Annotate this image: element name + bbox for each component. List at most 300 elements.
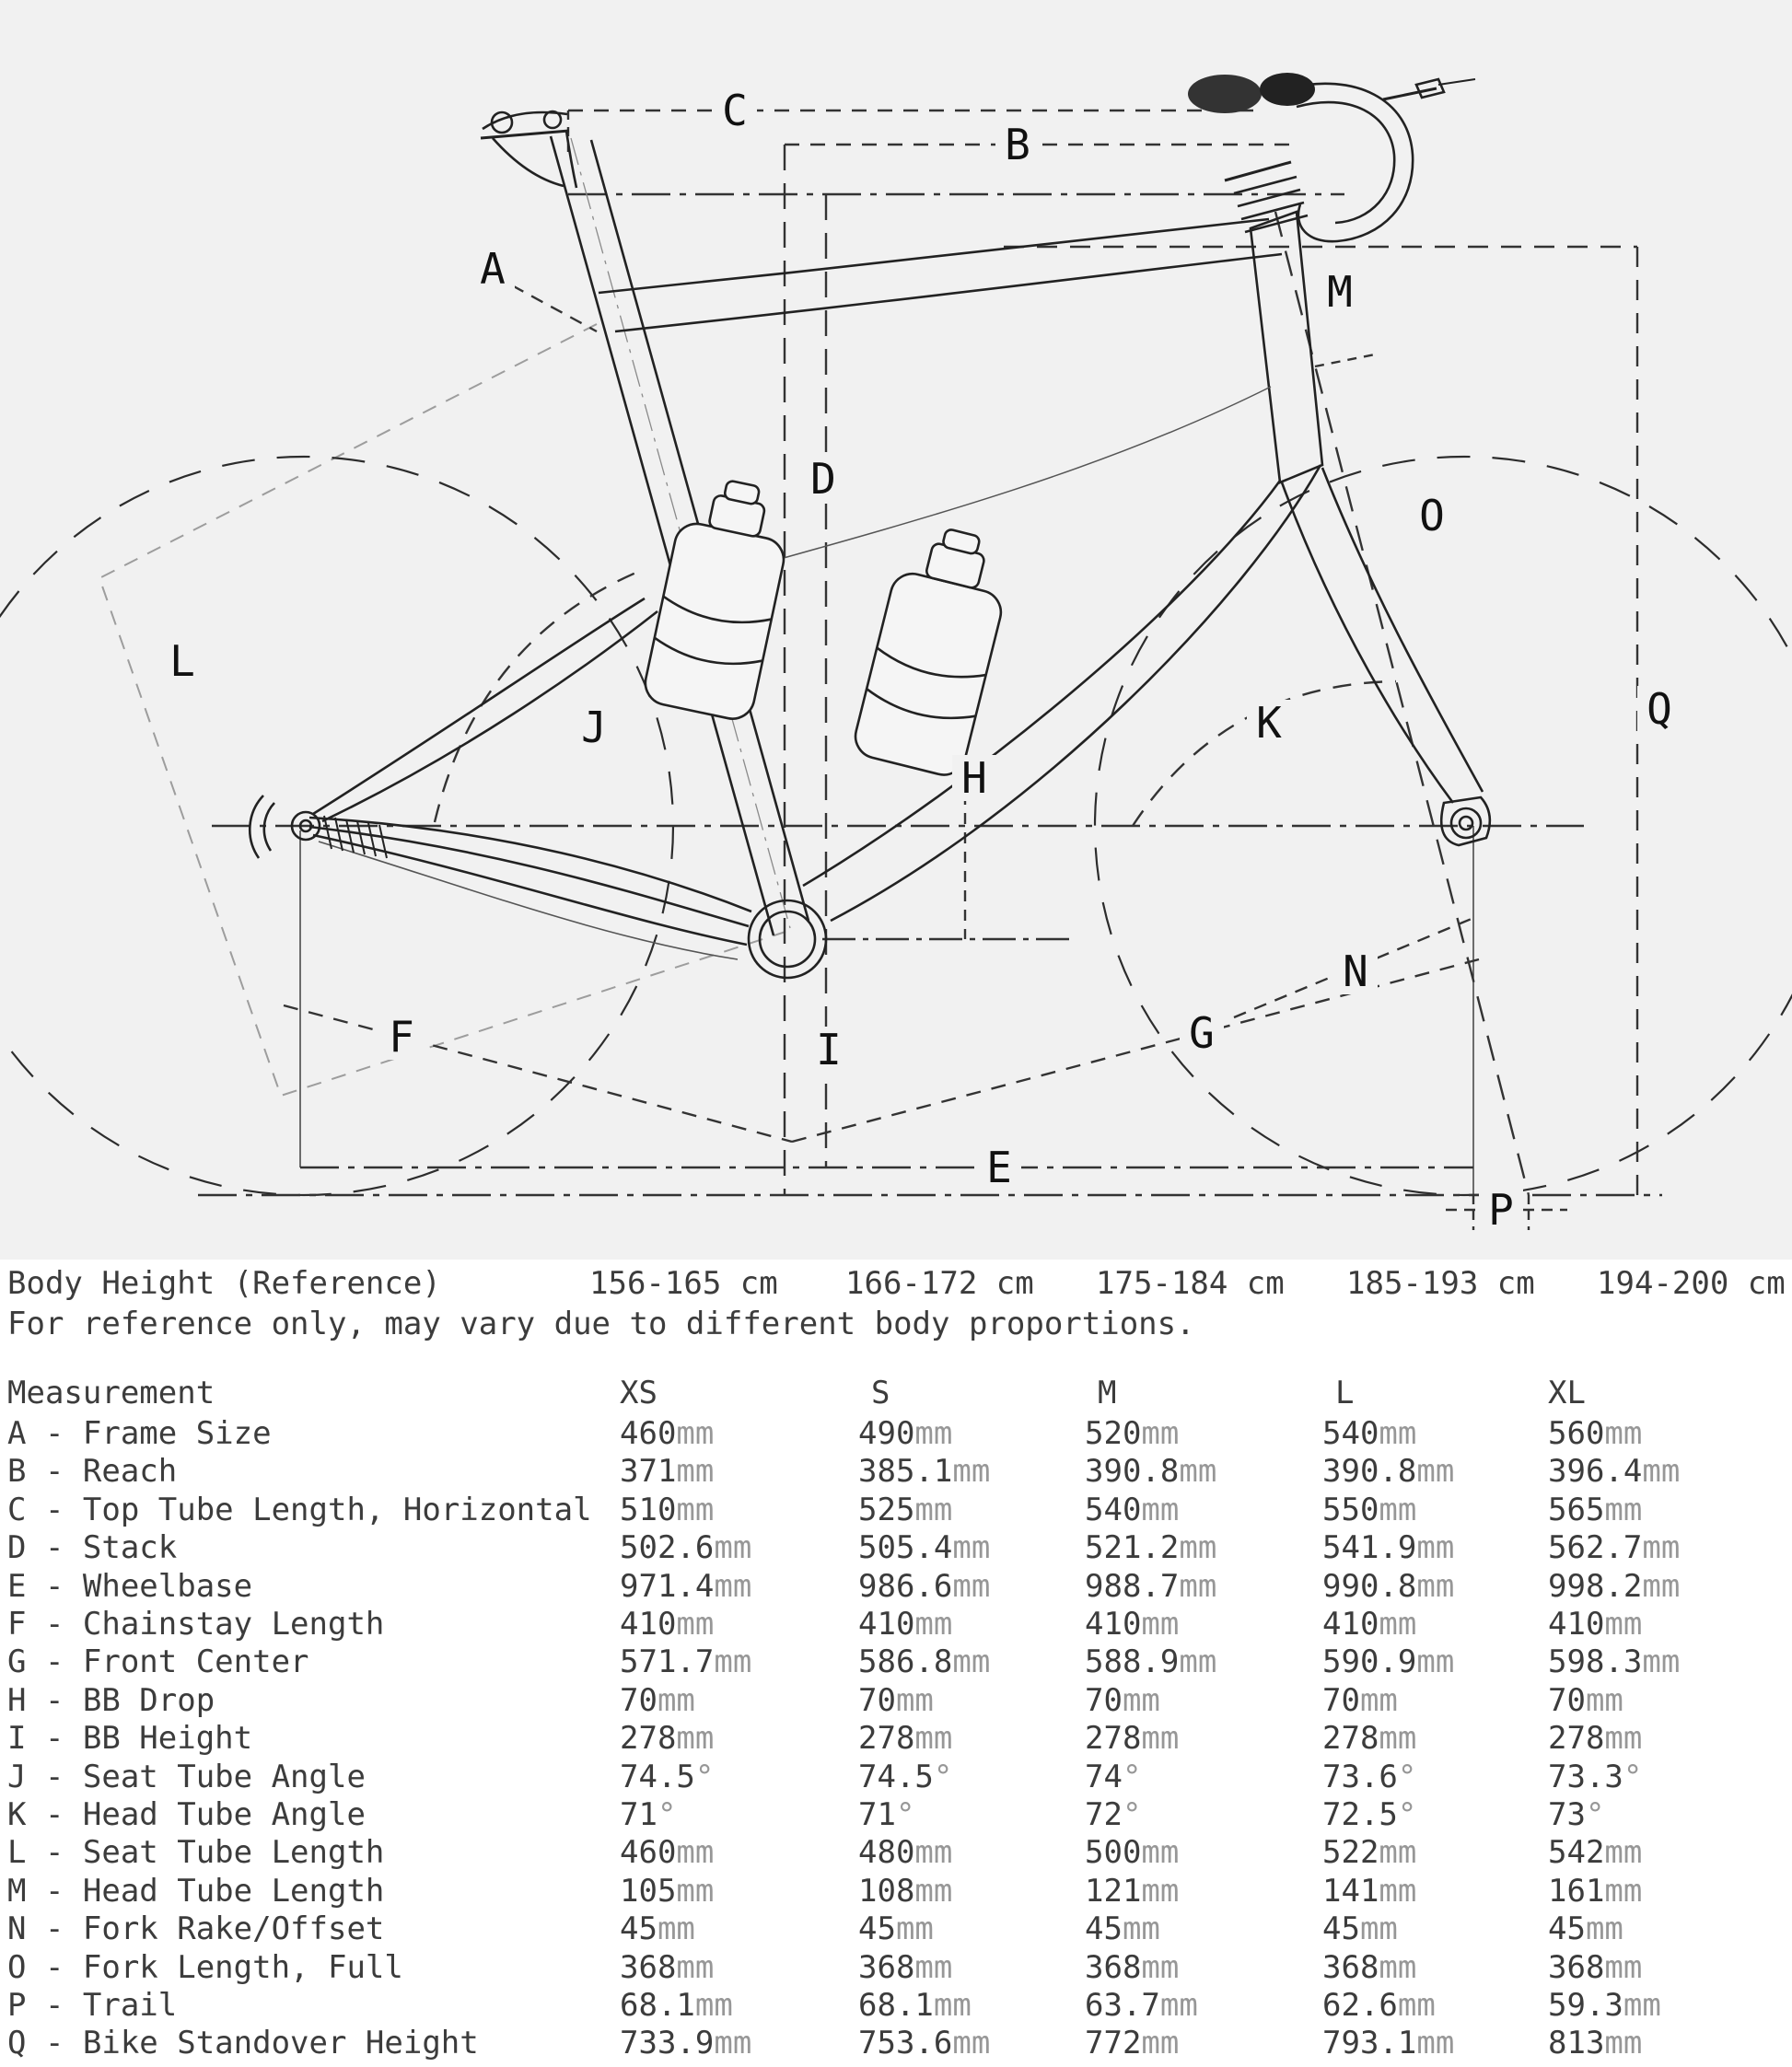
cell-N-M-unit: mm (1122, 1910, 1160, 1947)
cell-N-XS (620, 1912, 695, 1945)
cell-A-M-unit: mm (1141, 1415, 1180, 1452)
cell-C-XS (620, 1493, 714, 1527)
cell-P-S-number: 68.1 (858, 1987, 934, 2024)
cell-H-XL-number: 70 (1548, 1682, 1586, 1719)
size-header-L: L (1335, 1375, 1355, 1411)
cell-G-L (1322, 1645, 1454, 1678)
cell-N-XL-number: 45 (1548, 1910, 1586, 1947)
cell-G-S (858, 1645, 990, 1678)
cell-C-XL-unit: mm (1604, 1492, 1643, 1528)
cell-J-S-unit: ° (933, 1759, 953, 1795)
cell-B-XS-unit: mm (676, 1453, 715, 1490)
cell-I-XS (620, 1722, 714, 1755)
row-label-G: G - Front Center (7, 1643, 309, 1680)
bottle-seat-tube (641, 472, 797, 723)
cell-P-XL-unit: mm (1623, 1987, 1661, 2024)
cell-K-XS-unit: ° (657, 1796, 677, 1833)
cell-G-XL (1548, 1645, 1680, 1678)
cell-C-XS-number: 510 (620, 1492, 677, 1528)
cell-L-XS-unit: mm (676, 1834, 715, 1871)
dimension-label-M: M (1327, 267, 1353, 317)
cell-H-S-unit: mm (895, 1682, 934, 1719)
cell-L-M-number: 500 (1085, 1834, 1142, 1871)
cell-P-XL (1548, 1989, 1661, 2022)
bottom-bracket (749, 900, 826, 978)
cell-F-S-number: 410 (858, 1606, 915, 1643)
row-label-M: M - Head Tube Length (7, 1873, 385, 1910)
cell-O-S-number: 368 (858, 1949, 915, 1986)
cell-C-XL-number: 565 (1548, 1492, 1605, 1528)
cell-F-L-number: 410 (1322, 1606, 1379, 1643)
cell-P-M-unit: mm (1159, 1987, 1198, 2024)
cell-B-S-unit: mm (952, 1453, 991, 1490)
cell-E-S-number: 986.6 (858, 1568, 953, 1605)
bottle-down-tube (851, 519, 1018, 780)
cell-H-S-number: 70 (858, 1682, 896, 1719)
cell-K-S-unit: ° (895, 1796, 915, 1833)
cell-C-XS-unit: mm (676, 1492, 715, 1528)
cell-D-L-number: 541.9 (1322, 1529, 1417, 1566)
cell-A-S (858, 1417, 952, 1450)
cell-E-XL-unit: mm (1642, 1568, 1681, 1605)
cell-L-XL-unit: mm (1604, 1834, 1643, 1871)
cell-B-M-unit: mm (1179, 1453, 1217, 1490)
cell-M-L (1322, 1875, 1416, 1908)
body-height-value-4: 194-200 cm (1597, 1265, 1786, 1302)
body-height-label: Body Height (Reference) (7, 1265, 441, 1302)
cell-F-S-unit: mm (914, 1606, 953, 1643)
cell-J-L (1322, 1760, 1416, 1794)
cell-A-XS (620, 1417, 714, 1450)
cell-B-M (1085, 1455, 1216, 1488)
cell-E-XS-unit: mm (714, 1568, 752, 1605)
cell-L-M-unit: mm (1141, 1834, 1180, 1871)
cell-G-XS-unit: mm (714, 1643, 752, 1680)
cell-L-XS (620, 1836, 714, 1869)
chainstays (309, 818, 751, 959)
cell-J-M (1085, 1760, 1141, 1794)
cell-J-XL-unit: ° (1623, 1759, 1643, 1795)
row-label-A: A - Frame Size (7, 1415, 272, 1452)
cell-O-L-unit: mm (1379, 1949, 1417, 1986)
cell-M-S-unit: mm (914, 1873, 953, 1910)
cell-D-S-unit: mm (952, 1529, 991, 1566)
cell-M-M-unit: mm (1141, 1873, 1180, 1910)
cell-D-XL-unit: mm (1642, 1529, 1681, 1566)
cell-F-M-unit: mm (1141, 1606, 1180, 1643)
cell-D-M-number: 521.2 (1085, 1529, 1180, 1566)
row-label-E: E - Wheelbase (7, 1568, 253, 1605)
cell-D-M-unit: mm (1179, 1529, 1217, 1566)
cell-I-L-number: 278 (1322, 1720, 1379, 1757)
cell-H-M-unit: mm (1122, 1682, 1160, 1719)
dimension-label-E: E (986, 1143, 1012, 1192)
cell-P-M-number: 63.7 (1085, 1987, 1160, 2024)
cell-M-XS-unit: mm (676, 1873, 715, 1910)
row-label-C: C - Top Tube Length, Horizontal (7, 1492, 592, 1528)
row-label-P: P - Trail (7, 1987, 178, 2024)
cell-M-XL-number: 161 (1548, 1873, 1605, 1910)
dimension-label-C: C (722, 86, 748, 135)
cell-G-S-unit: mm (952, 1643, 991, 1680)
cell-K-XL (1548, 1798, 1604, 1831)
cell-I-S-unit: mm (914, 1720, 953, 1757)
cell-O-M-number: 368 (1085, 1949, 1142, 1986)
cell-N-M (1085, 1912, 1160, 1945)
cell-I-L (1322, 1722, 1416, 1755)
cell-H-L (1322, 1684, 1398, 1717)
cell-G-XL-number: 598.3 (1548, 1643, 1643, 1680)
cell-B-XS (620, 1455, 714, 1488)
cell-M-L-number: 141 (1322, 1873, 1379, 1910)
cell-H-XL (1548, 1684, 1623, 1717)
row-label-B: B - Reach (7, 1453, 178, 1490)
cell-N-S-unit: mm (895, 1910, 934, 1947)
cell-E-M (1085, 1570, 1216, 1603)
cell-P-XL-number: 59.3 (1548, 1987, 1623, 2024)
cell-L-L (1322, 1836, 1416, 1869)
cell-K-XS-number: 71 (620, 1796, 657, 1833)
body-height-note: For reference only, may vary due to different body proportions. (7, 1306, 1195, 1342)
cell-E-L-unit: mm (1416, 1568, 1455, 1605)
cell-C-S-unit: mm (914, 1492, 953, 1528)
cell-G-M-number: 588.9 (1085, 1643, 1180, 1680)
cell-N-XS-unit: mm (657, 1910, 695, 1947)
cell-O-XL (1548, 1951, 1642, 1984)
cell-E-M-unit: mm (1179, 1568, 1217, 1605)
cell-C-S-number: 525 (858, 1492, 915, 1528)
cell-F-XL (1548, 1608, 1642, 1641)
cell-E-XS-number: 971.4 (620, 1568, 715, 1605)
cell-Q-L-number: 793.1 (1322, 2025, 1417, 2061)
size-header-XL: XL (1548, 1375, 1586, 1411)
cell-P-M (1085, 1989, 1198, 2022)
cell-H-M-number: 70 (1085, 1682, 1123, 1719)
cell-J-XS-unit: ° (694, 1759, 715, 1795)
cell-L-S (858, 1836, 952, 1869)
cell-G-S-number: 586.8 (858, 1643, 953, 1680)
size-header-M: M (1098, 1375, 1117, 1411)
cell-M-XS (620, 1875, 714, 1908)
cell-O-M-unit: mm (1141, 1949, 1180, 1986)
top-tube (599, 219, 1269, 293)
cell-L-XL (1548, 1836, 1642, 1869)
cell-D-M (1085, 1531, 1216, 1564)
cell-O-XS (620, 1951, 714, 1984)
dimension-label-Q: Q (1647, 684, 1672, 734)
row-label-F: F - Chainstay Length (7, 1606, 385, 1643)
cell-N-M-number: 45 (1085, 1910, 1123, 1947)
dimension-label-L: L (169, 636, 195, 686)
cell-Q-S-number: 753.6 (858, 2025, 953, 2061)
cell-Q-XL (1548, 2026, 1642, 2060)
cell-J-L-number: 73.6 (1322, 1759, 1398, 1795)
cell-D-S (858, 1531, 990, 1564)
cell-M-M-number: 121 (1085, 1873, 1142, 1910)
cell-M-M (1085, 1875, 1179, 1908)
cell-F-XL-unit: mm (1604, 1606, 1643, 1643)
cell-N-L-unit: mm (1359, 1910, 1398, 1947)
cell-F-XS (620, 1608, 714, 1641)
dimension-label-I: I (816, 1025, 842, 1074)
cell-O-S (858, 1951, 952, 1984)
dimension-label-N: N (1343, 946, 1368, 996)
cell-G-XL-unit: mm (1642, 1643, 1681, 1680)
row-label-H: H - BB Drop (7, 1682, 215, 1719)
cell-K-S (858, 1798, 914, 1831)
cell-B-L-number: 390.8 (1322, 1453, 1417, 1490)
cell-G-L-unit: mm (1416, 1643, 1455, 1680)
cell-P-S-unit: mm (933, 1987, 972, 2024)
cell-M-XL (1548, 1875, 1642, 1908)
cell-F-S (858, 1608, 952, 1641)
body-height-value-2: 175-184 cm (1096, 1265, 1285, 1302)
cell-M-XL-unit: mm (1604, 1873, 1643, 1910)
cell-K-L (1322, 1798, 1416, 1831)
cell-D-XL-number: 562.7 (1548, 1529, 1643, 1566)
cell-A-M-number: 520 (1085, 1415, 1142, 1452)
cell-P-XS-number: 68.1 (620, 1987, 695, 2024)
cell-K-M-number: 72 (1085, 1796, 1123, 1833)
cell-B-L-unit: mm (1416, 1453, 1455, 1490)
cell-G-M-unit: mm (1179, 1643, 1217, 1680)
cell-G-XS (620, 1645, 751, 1678)
body-height-value-1: 166-172 cm (845, 1265, 1034, 1302)
dimension-label-J: J (581, 703, 607, 752)
cell-Q-S (858, 2026, 990, 2060)
cell-J-S-number: 74.5 (858, 1759, 934, 1795)
dimension-label-D: D (810, 454, 836, 504)
cell-J-XL-number: 73.3 (1548, 1759, 1623, 1795)
cell-Q-XS (620, 2026, 751, 2060)
cell-K-L-unit: ° (1397, 1796, 1417, 1833)
cell-O-XL-unit: mm (1604, 1949, 1643, 1986)
cell-K-M-unit: ° (1122, 1796, 1142, 1833)
cell-O-XS-number: 368 (620, 1949, 677, 1986)
cell-Q-L-unit: mm (1416, 2025, 1455, 2061)
cell-I-XL-unit: mm (1604, 1720, 1643, 1757)
cell-A-L (1322, 1417, 1416, 1450)
cell-F-L (1322, 1608, 1416, 1641)
cell-F-L-unit: mm (1379, 1606, 1417, 1643)
cell-O-L (1322, 1951, 1416, 1984)
cell-B-XL-number: 396.4 (1548, 1453, 1643, 1490)
cell-J-XL (1548, 1760, 1642, 1794)
cell-E-S (858, 1570, 990, 1603)
dimension-label-A: A (480, 244, 506, 294)
cell-N-S (858, 1912, 934, 1945)
cell-Q-M-number: 772 (1085, 2025, 1142, 2061)
cell-G-L-number: 590.9 (1322, 1643, 1417, 1680)
cell-I-XL-number: 278 (1548, 1720, 1605, 1757)
row-label-O: O - Fork Length, Full (7, 1949, 403, 1986)
dimension-label-P: P (1488, 1185, 1514, 1235)
cell-C-M (1085, 1493, 1179, 1527)
cell-L-S-unit: mm (914, 1834, 953, 1871)
cell-Q-L (1322, 2026, 1454, 2060)
cell-A-XS-unit: mm (676, 1415, 715, 1452)
cell-K-XS (620, 1798, 676, 1831)
cell-M-L-unit: mm (1379, 1873, 1417, 1910)
cell-A-S-number: 490 (858, 1415, 915, 1452)
cell-J-M-unit: ° (1122, 1759, 1142, 1795)
cell-N-L-number: 45 (1322, 1910, 1360, 1947)
cell-N-XS-number: 45 (620, 1910, 657, 1947)
cell-B-XL-unit: mm (1642, 1453, 1681, 1490)
fork (1282, 468, 1490, 845)
cell-H-L-unit: mm (1359, 1682, 1398, 1719)
seat-tube-reference-box (99, 324, 785, 1096)
cell-E-L-number: 990.8 (1322, 1568, 1417, 1605)
cell-I-L-unit: mm (1379, 1720, 1417, 1757)
cell-I-XS-number: 278 (620, 1720, 677, 1757)
cell-H-S (858, 1684, 934, 1717)
cell-A-S-unit: mm (914, 1415, 953, 1452)
cell-L-S-number: 480 (858, 1834, 915, 1871)
handlebar (1188, 73, 1475, 241)
row-label-J: J - Seat Tube Angle (7, 1759, 366, 1795)
cell-C-L-unit: mm (1379, 1492, 1417, 1528)
cell-B-XL (1548, 1455, 1680, 1488)
cell-E-L (1322, 1570, 1454, 1603)
cell-I-XL (1548, 1722, 1642, 1755)
cell-D-S-number: 505.4 (858, 1529, 953, 1566)
cell-E-XL (1548, 1570, 1680, 1603)
size-header-S: S (871, 1375, 890, 1411)
cell-K-L-number: 72.5 (1322, 1796, 1398, 1833)
cell-C-M-number: 540 (1085, 1492, 1142, 1528)
dimension-label-K: K (1256, 698, 1282, 748)
cell-H-L-number: 70 (1322, 1682, 1360, 1719)
cell-F-XL-number: 410 (1548, 1606, 1605, 1643)
cell-J-L-unit: ° (1397, 1759, 1417, 1795)
cell-O-XL-number: 368 (1548, 1949, 1605, 1986)
cell-C-XL (1548, 1493, 1642, 1527)
row-label-K: K - Head Tube Angle (7, 1796, 366, 1833)
cell-I-M-number: 278 (1085, 1720, 1142, 1757)
body-height-value-3: 185-193 cm (1346, 1265, 1535, 1302)
cell-Q-S-unit: mm (952, 2025, 991, 2061)
cell-F-XS-unit: mm (676, 1606, 715, 1643)
size-header-XS: XS (620, 1375, 657, 1411)
row-label-D: D - Stack (7, 1529, 178, 1566)
cell-E-XS (620, 1570, 751, 1603)
cell-G-XS-number: 571.7 (620, 1643, 715, 1680)
cell-I-S (858, 1722, 952, 1755)
cell-M-S (858, 1875, 952, 1908)
cell-B-M-number: 390.8 (1085, 1453, 1180, 1490)
cell-I-S-number: 278 (858, 1720, 915, 1757)
cell-D-XS-number: 502.6 (620, 1529, 715, 1566)
cell-D-XS-unit: mm (714, 1529, 752, 1566)
cell-P-L (1322, 1989, 1436, 2022)
cell-C-M-unit: mm (1141, 1492, 1180, 1528)
cell-I-XS-unit: mm (676, 1720, 715, 1757)
dimension-label-H: H (961, 753, 987, 803)
row-label-I: I - BB Height (7, 1720, 253, 1757)
cell-N-XL-unit: mm (1585, 1910, 1623, 1947)
cell-N-S-number: 45 (858, 1910, 896, 1947)
cell-A-L-unit: mm (1379, 1415, 1417, 1452)
cell-J-S (858, 1760, 952, 1794)
cell-K-XL-unit: ° (1585, 1796, 1605, 1833)
cell-A-XS-number: 460 (620, 1415, 677, 1452)
cell-E-M-number: 988.7 (1085, 1568, 1180, 1605)
row-label-L: L - Seat Tube Length (7, 1834, 385, 1871)
dimension-label-F: F (389, 1012, 414, 1062)
cell-Q-XS-unit: mm (714, 2025, 752, 2061)
cell-N-XL (1548, 1912, 1623, 1945)
cell-P-XS-unit: mm (694, 1987, 733, 2024)
cell-A-XL-number: 560 (1548, 1415, 1605, 1452)
dimension-label-B: B (1005, 120, 1030, 169)
cell-B-L (1322, 1455, 1454, 1488)
cell-Q-XS-number: 733.9 (620, 2025, 715, 2061)
cell-D-XL (1548, 1531, 1680, 1564)
cell-C-L (1322, 1493, 1416, 1527)
cell-O-XS-unit: mm (676, 1949, 715, 1986)
cell-M-S-number: 108 (858, 1873, 915, 1910)
cell-B-S-number: 385.1 (858, 1453, 953, 1490)
dimension-label-G: G (1189, 1008, 1215, 1058)
cell-P-XS (620, 1989, 733, 2022)
dimension-label-O: O (1419, 491, 1445, 540)
cell-Q-XL-number: 813 (1548, 2025, 1605, 2061)
cell-L-M (1085, 1836, 1179, 1869)
cell-F-M-number: 410 (1085, 1606, 1142, 1643)
cell-K-S-number: 71 (858, 1796, 896, 1833)
cell-J-M-number: 74 (1085, 1759, 1123, 1795)
cell-I-M-unit: mm (1141, 1720, 1180, 1757)
cell-P-L-number: 62.6 (1322, 1987, 1398, 2024)
row-label-N: N - Fork Rake/Offset (7, 1910, 385, 1947)
cell-O-M (1085, 1951, 1179, 1984)
cell-H-M (1085, 1684, 1160, 1717)
cell-B-XS-number: 371 (620, 1453, 677, 1490)
cell-P-L-unit: mm (1397, 1987, 1436, 2024)
cell-E-XL-number: 998.2 (1548, 1568, 1643, 1605)
cell-H-XL-unit: mm (1585, 1682, 1623, 1719)
cell-O-S-unit: mm (914, 1949, 953, 1986)
cell-D-L (1322, 1531, 1454, 1564)
cell-A-M (1085, 1417, 1179, 1450)
cell-D-XS (620, 1531, 751, 1564)
cell-O-L-number: 368 (1322, 1949, 1379, 1986)
cell-P-S (858, 1989, 972, 2022)
cell-I-M (1085, 1722, 1179, 1755)
cell-E-S-unit: mm (952, 1568, 991, 1605)
cell-L-XS-number: 460 (620, 1834, 677, 1871)
cell-F-XS-number: 410 (620, 1606, 677, 1643)
table-header-measurement: Measurement (7, 1375, 215, 1411)
cell-L-L-unit: mm (1379, 1834, 1417, 1871)
cell-Q-M-unit: mm (1141, 2025, 1180, 2061)
cell-L-L-number: 522 (1322, 1834, 1379, 1871)
cell-H-XS-number: 70 (620, 1682, 657, 1719)
cell-A-XL-unit: mm (1604, 1415, 1643, 1452)
cell-B-S (858, 1455, 990, 1488)
cell-K-XL-number: 73 (1548, 1796, 1586, 1833)
cell-C-L-number: 550 (1322, 1492, 1379, 1528)
cell-Q-M (1085, 2026, 1179, 2060)
bike-frame (250, 73, 1490, 978)
row-label-Q: Q - Bike Standover Height (7, 2025, 479, 2061)
cell-C-S (858, 1493, 952, 1527)
cell-N-L (1322, 1912, 1398, 1945)
cell-F-M (1085, 1608, 1179, 1641)
brake-lever (1438, 79, 1475, 85)
cell-K-M (1085, 1798, 1141, 1831)
